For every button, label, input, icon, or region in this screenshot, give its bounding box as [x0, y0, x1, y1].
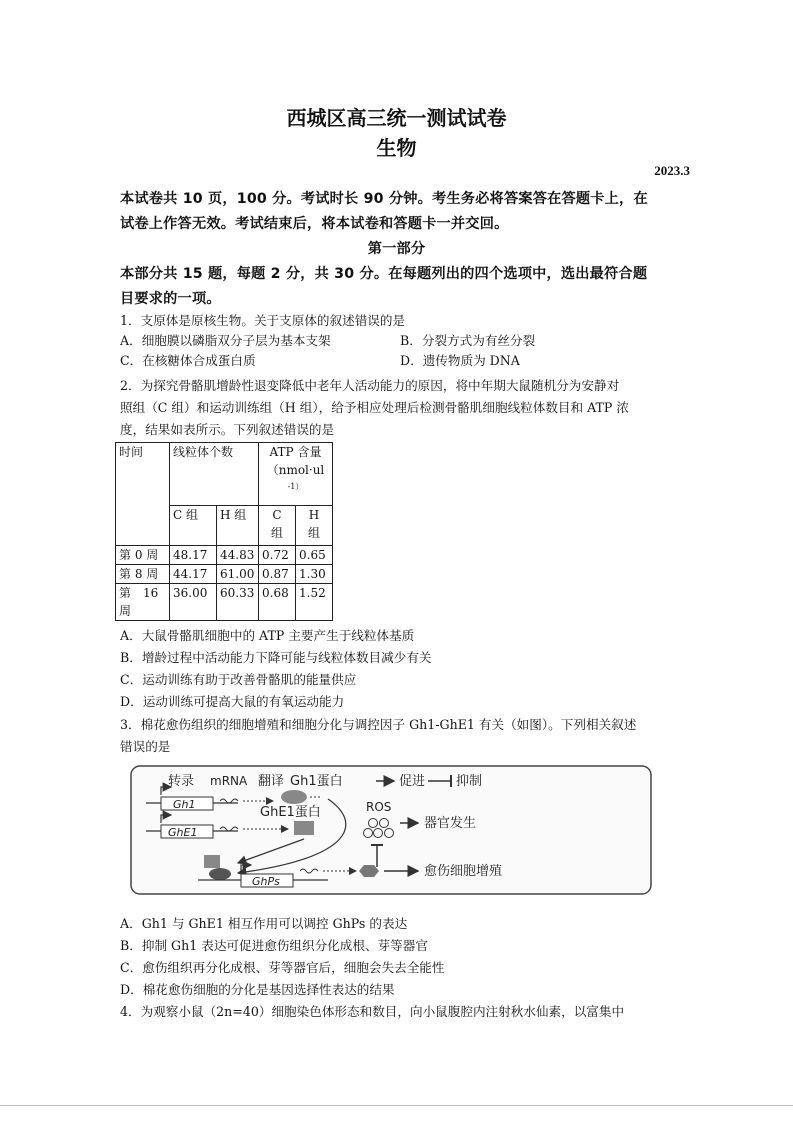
sub-c-group-atp: C 组 — [259, 506, 296, 546]
label-mrna: mRNA — [210, 774, 248, 788]
q3-option-c: C．愈伤组织再分化成根、芽等器官后，细胞会失去全能性 — [120, 960, 445, 975]
q2-stem-1: 2．为探究骨骼肌增龄性退变降低中老年人活动能力的原因，将中年期大鼠随机分为安静对 — [120, 378, 620, 393]
q2-stem-3: 度，结果如表所示。下列叙述错误的是 — [120, 422, 335, 437]
q1-option-c: C．在核糖体合成蛋白质 — [120, 353, 256, 368]
header-atp: ATP 含量 （nmol·ul -1） — [259, 443, 333, 506]
q3-stem-2: 错误的是 — [120, 739, 171, 754]
intro-line-1: 本试卷共 10 页，100 分。考试时长 90 分钟。考生务必将答案答在答题卡上，在 — [120, 191, 648, 207]
label-inhibit: 抑制 — [456, 774, 483, 789]
gene-ghe1: GhE1 — [168, 826, 198, 839]
q3-stem-1: 3．棉花愈伤组织的细胞增殖和细胞分化与调控因子 Gh1-GhE1 有关（如图）。下列相关叙述 — [120, 717, 637, 732]
header-mitochondria: 线粒体个数 — [170, 443, 259, 506]
part-desc-2: 目要求的一项。 — [120, 291, 221, 307]
label-promote: 促进 — [399, 774, 426, 789]
q3-option-d: D．棉花愈伤细胞的分化是基因选择性表达的结果 — [120, 982, 395, 997]
label-ros: ROS — [366, 800, 392, 814]
q3-option-a: A．Gh1 与 GhE1 相互作用可以调控 GhPs 的表达 — [120, 916, 408, 931]
label-gh1-protein: Gh1蛋白 — [290, 774, 343, 789]
label-callus-proliferation: 愈伤细胞增殖 — [424, 864, 503, 879]
q3-option-b: B．抑制 Gh1 表达可促进愈伤组织分化成根、芽等器官 — [120, 938, 428, 953]
sub-h-group-atp: H 组 — [296, 506, 333, 546]
subject-title: 生物 — [376, 136, 417, 160]
q1-option-a: A．细胞膜以磷脂双分子层为基本支架 — [120, 333, 331, 348]
table-row: 第 0 周 48.17 44.83 0.72 0.65 — [116, 546, 333, 565]
header-time: 时间 — [116, 443, 170, 546]
part-desc-1: 本部分共 15 题，每题 2 分，共 30 分。在每题列出的四个选项中，选出最符合题 — [120, 266, 648, 282]
q2-option-b: B．增龄过程中活动能力下降可能与线粒体数目减少有关 — [120, 650, 432, 665]
table-row: 第 8 周 44.17 61.00 0.87 1.30 — [116, 565, 333, 584]
part-heading: 第一部分 — [367, 241, 426, 257]
label-ghe1-protein: GhE1蛋白 — [260, 805, 321, 820]
label-organogenesis: 器官发生 — [424, 816, 477, 831]
q2-option-c: C．运动训练有助于改善骨骼肌的能量供应 — [120, 672, 357, 687]
label-translate: 翻译 — [258, 774, 285, 789]
gene-ghps: GhPs — [252, 875, 280, 888]
q1-option-b: B．分裂方式为有丝分裂 — [400, 333, 536, 348]
q2-option-d: D．运动训练可提高大鼠的有氧运动能力 — [120, 694, 345, 709]
q1-option-d: D．遗传物质为 DNA — [400, 353, 520, 368]
table-row: 第 16 周 36.00 60.33 0.68 1.52 — [116, 584, 333, 621]
q2-stem-2: 照组（C 组）和运动训练组（H 组），给予相应处理后检测骨骼肌细胞线粒体数目和 ATP 浓 — [120, 400, 629, 415]
data-table — [115, 442, 333, 621]
q2-option-a: A．大鼠骨骼肌细胞中的 ATP 主要产生于线粒体基质 — [120, 628, 415, 643]
exam-date: 2023.3 — [654, 163, 690, 178]
q4-stem: 4．为观察小鼠（2n=40）细胞染色体形态和数目，向小鼠腹腔内注射秋水仙素，以富集中 — [120, 1004, 625, 1019]
page-title: 西城区高三统一测试试卷 — [286, 106, 507, 130]
sub-h-group: H 组 — [217, 506, 259, 546]
label-transcribe: 转录 — [168, 774, 195, 789]
regulation-diagram — [128, 763, 658, 898]
gene-gh1: Gh1 — [173, 798, 196, 811]
intro-line-2: 试卷上作答无效。考试结束后，将本试卷和答题卡一并交回。 — [120, 216, 509, 232]
q1-stem: 1．支原体是原核生物。关于支原体的叙述错误的是 — [120, 313, 406, 328]
page-bottom-rule — [0, 1105, 793, 1106]
sub-c-group: C 组 — [170, 506, 217, 546]
